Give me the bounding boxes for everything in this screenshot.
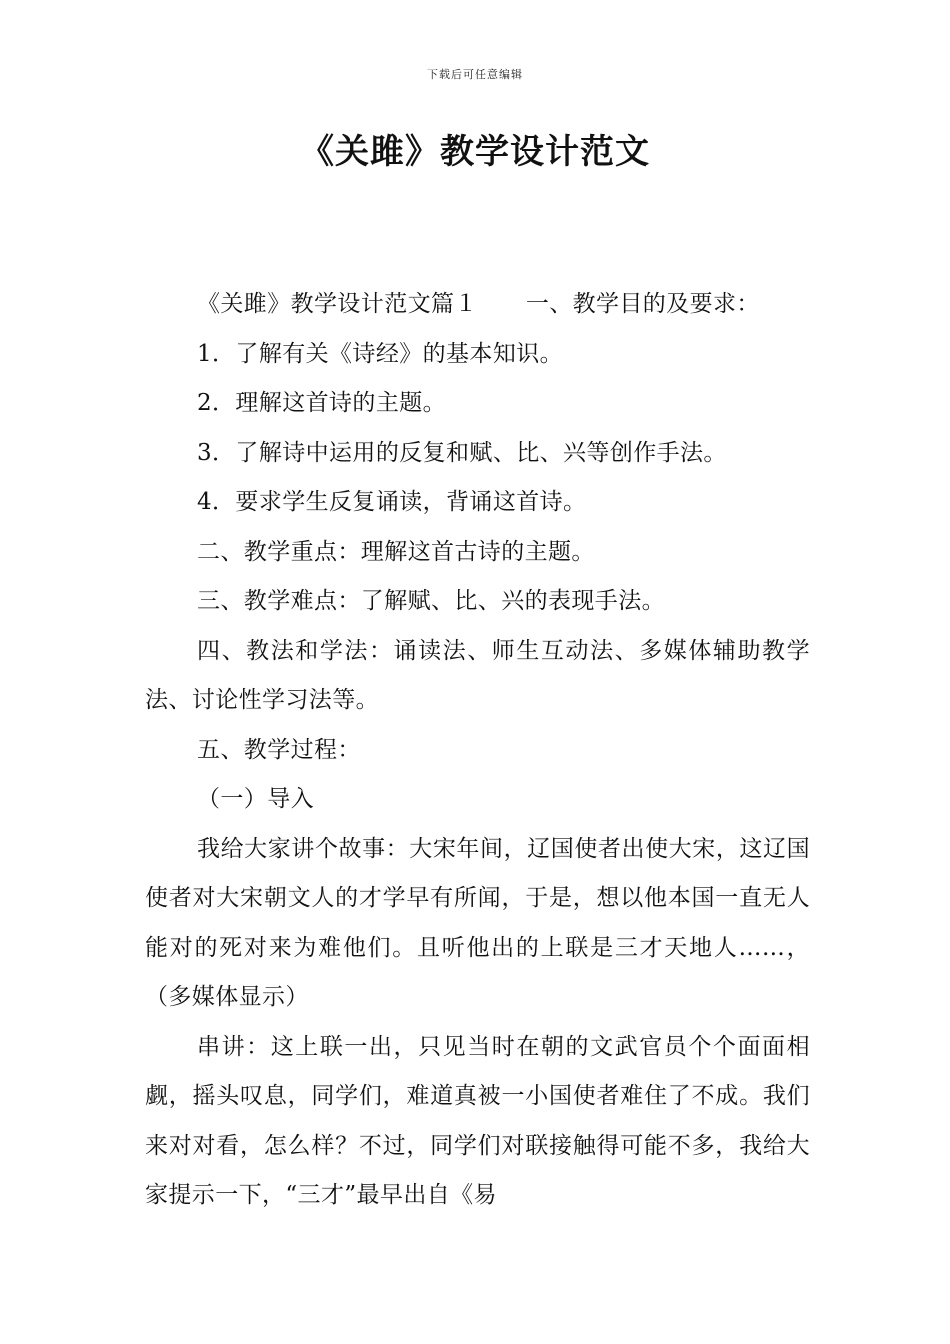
header-note: 下载后可任意编辑	[427, 68, 523, 81]
explanation-paragraph: 串讲：这上联一出，只见当时在朝的文武官员个个面面相觑，摇头叹息，同学们，难道真被一小国使者难住了不成。我们来对对看，怎么样？不过，同学们对联接触得可能不多，我给大家提示一下，“三才”最早出自《易	[145, 1033, 810, 1208]
story-paragraph: 我给大家讲个故事：大宋年间，辽国使者出使大宋，这辽国使者对大宋朝文人的才学早有所闻，于是，想以他本国一直无人能对的死对来为难他们。且听他出的上联是三才天地人……，（多媒体显示）	[145, 835, 810, 1010]
subsection-intro: （一）导入	[197, 786, 314, 812]
intro-paragraph	[145, 280, 810, 330]
objective-4: 4．要求学生反复诵读，背诵这首诗。	[197, 489, 587, 515]
section-methods: 四、教法和学法：诵读法、师生互动法、多媒体辅助教学法、讨论性学习法等。	[145, 637, 810, 713]
objective-1: 1．了解有关《诗经》的基本知识。	[197, 340, 564, 367]
intro-part-1: 《关雎》教学设计范文篇１	[197, 291, 478, 317]
document-body	[145, 280, 810, 1221]
document-title: 《关雎》教学设计范文	[300, 132, 650, 172]
section-key-points: 二、教学重点：理解这首古诗的主题。	[197, 538, 595, 565]
section-process: 五、教学过程：	[197, 736, 361, 763]
objective-3: 3．了解诗中运用的反复和赋、比、兴等创作手法。	[197, 439, 727, 466]
intro-part-2: 一、教学目的及要求：	[525, 291, 760, 317]
objective-2: 2．理解这首诗的主题。	[197, 390, 447, 416]
section-difficulties: 三、教学难点：了解赋、比、兴的表现手法。	[197, 588, 665, 614]
